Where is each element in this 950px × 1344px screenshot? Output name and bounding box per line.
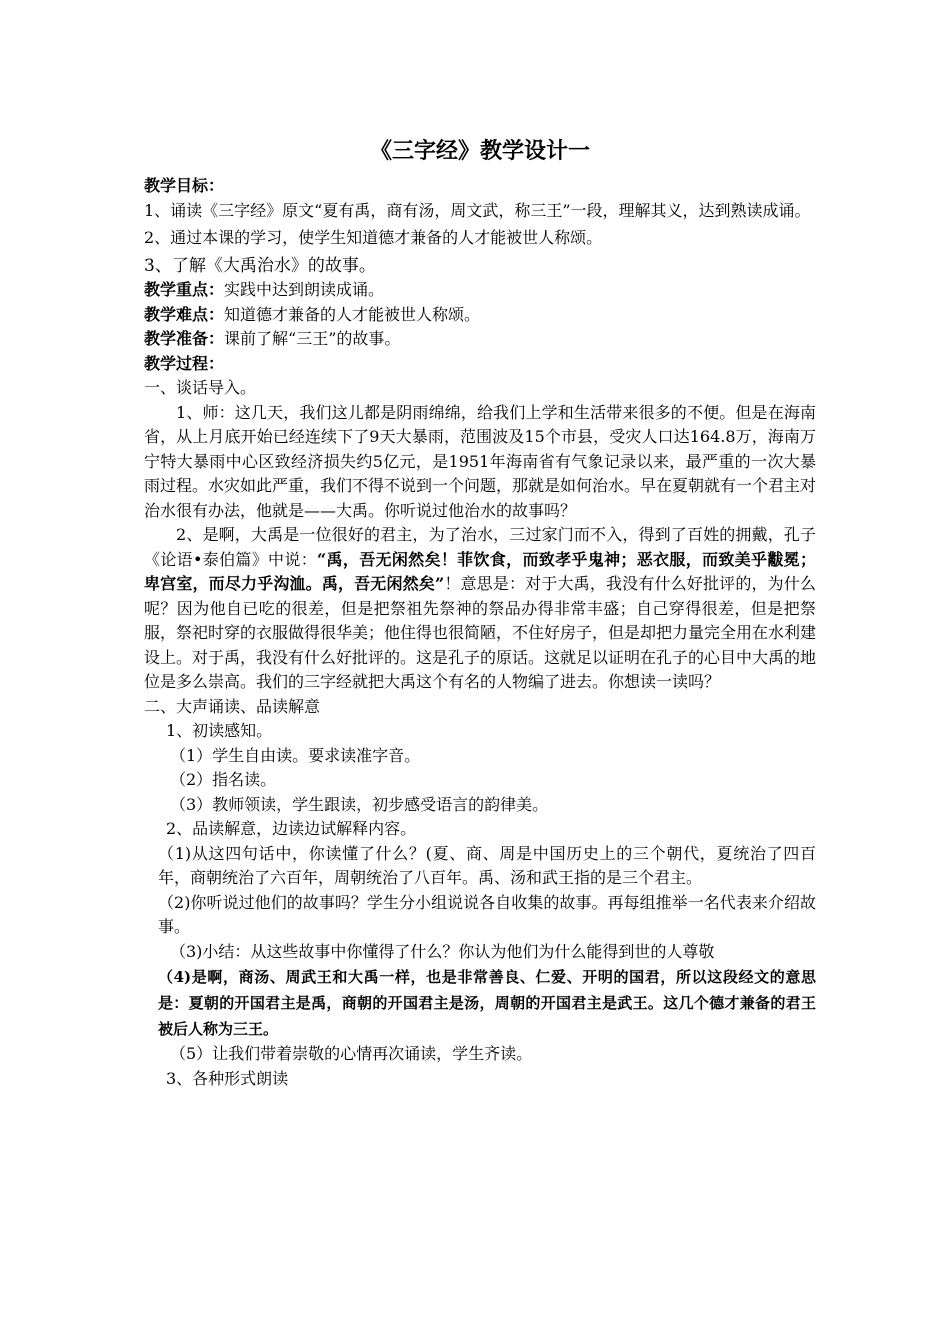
preparation bbox=[144, 327, 816, 352]
difficulty bbox=[144, 303, 816, 328]
difficulty-label: 教学难点： bbox=[144, 304, 225, 324]
document-title: 《三字经》教学设计一 bbox=[369, 138, 590, 164]
step2-heading: 2、品读解意，边读边试解释内容。 bbox=[166, 819, 417, 838]
process-label: 教学过程： bbox=[144, 353, 225, 373]
goal-item-2: 2、通过本课的学习，使学生知道德才兼备的人才能被世人称颂。 bbox=[144, 228, 603, 247]
step2-item-3: （3)小结：从这些故事中你懂得了什么？你认为他们为什么能得到世的人尊敬 bbox=[170, 941, 715, 961]
section1-paragraph-2 bbox=[144, 523, 816, 695]
difficulty-text: 知道德才兼备的人才能被世人称颂。 bbox=[224, 304, 481, 324]
step1-item-3: （3）教师领读，学生跟读，初步感受语言的韵律美。 bbox=[170, 794, 549, 814]
p2-end: ！意思是：对于大禹，我没有什么好批评的，为什么呢？因为他自已吃的很差，但是把祭祖先祭神的祭品办得非常丰盛；自己穿得很差，但是把祭服，祭祀时穿的衣服做得很华美；他住得也很简陋，不住好房子，但是却把力量完全用在水利建设上。对于禹，我没有什么好批评的。这是孔子的原话。这就足以证明在孔子的心目中大禹的地位是多么崇高。我们的三字经就把大禹这个有名的人物编了进去。你想读一读吗？ bbox=[144, 574, 817, 691]
section1-paragraph-1: 1、师：这几天，我们这儿都是阴雨绵绵，给我们上学和生活带来很多的不便。但是在海南省，从上月底开始已经连续下了9天大暴雨，范围波及15个市县，受灾人口达164.8万，海南万宁特大暴雨中心区致经济损失约5亿元，是1951年海南省有气象记录以来，最严重的一次大暴雨过程。水灾如此严重，我们不得不说到一个问题，那就是如何治水。早在夏朝就有一个君主对治水很有办法，他就是——大禹。你听说过他治水的故事吗？ bbox=[144, 402, 817, 520]
step2-item-4: （4)是啊，商汤、周武王和大禹一样，也是非常善良、仁爱、开明的国君，所以这段经文的意思是：夏朝的开国君主是禹，商朝的开国君主是汤，周朝的开国君主是武王。这几个德才兼备的君王被后人称为三王。 bbox=[158, 968, 816, 1038]
step1-item-2: （2）指名读。 bbox=[170, 770, 277, 789]
preparation-text: 课前了解“三王”的故事。 bbox=[224, 329, 401, 348]
section1-heading: 一、谈话导入。 bbox=[144, 378, 257, 397]
key-point-text: 实践中达到朗读成诵。 bbox=[224, 280, 385, 299]
step2-item-5: （5）让我们带着崇敬的心情再次诵读，学生齐读。 bbox=[170, 1044, 533, 1063]
goal-item-1: 1、诵读《三字经》原文“夏有禹，商有汤，周文武，称三王”一段，理解其义，达到熟读成诵。 bbox=[144, 200, 811, 220]
key-point bbox=[144, 278, 816, 303]
step1-heading: 1、初读感知。 bbox=[166, 721, 273, 740]
section2-heading: 二、大声诵读、品读解意 bbox=[144, 696, 321, 716]
p2-start: 2、是啊，大禹是一位很好的君主，为了治水，三过家门而不入，得到了百姓的拥戴，孔子《论语•泰伯篇》中说： bbox=[144, 525, 816, 569]
preparation-label: 教学准备： bbox=[144, 329, 225, 348]
step3-heading: 3、各种形式朗读 bbox=[166, 1068, 289, 1088]
goal-item-3: 3、了解《大禹治水》的故事。 bbox=[144, 255, 376, 276]
step2-item-1: （1)从这四句话中，你读懂了什么？(夏、商、周是中国历史上的三个朝代，夏统治了四百年，商朝统治了六百年，周朝统治了八百年。禹、汤和武王指的是三个君主。 bbox=[158, 843, 816, 887]
document-body bbox=[144, 136, 816, 1091]
key-point-label: 教学重点： bbox=[144, 280, 225, 299]
step1-item-1: （1）学生自由读。要求读准字音。 bbox=[170, 745, 421, 765]
step2-item-2: （2)你听说过他们的故事吗？学生分小组说说各自收集的故事。再每组推举一名代表来介绍故事。 bbox=[158, 892, 816, 936]
p2-quote: “禹，吾无闲然矣！菲饮食，而致孝乎鬼神；恶衣服，而致美乎黻冕；卑宫室，而尽力乎沟洫。禹，吾无闲然矣” bbox=[144, 549, 816, 593]
goals-label: 教学目标： bbox=[144, 176, 225, 195]
